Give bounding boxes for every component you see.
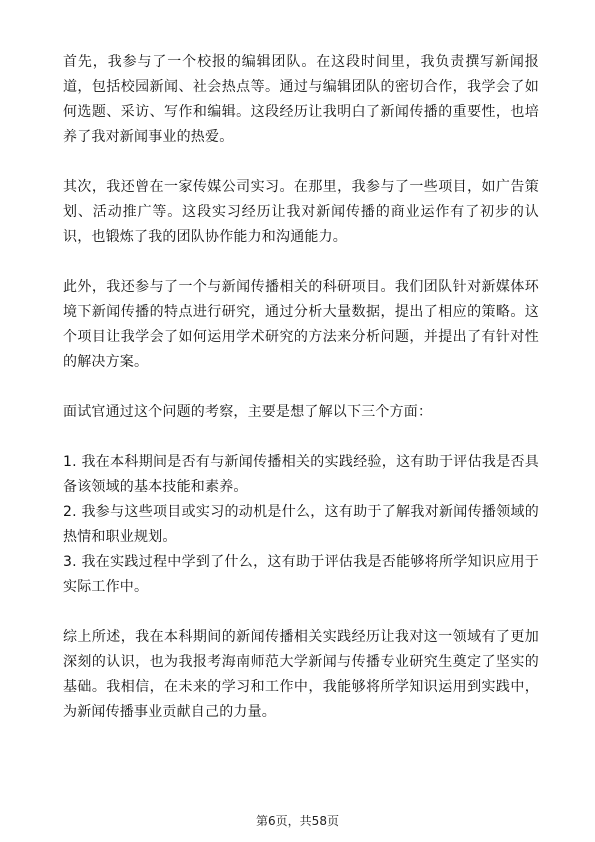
document-body: [63, 50, 539, 725]
list-item-point-2: 2. 我参与这些项目或实习的动机是什么，这有助于了解我对新闻传播领域的热情和职业规划。: [63, 504, 539, 545]
list-item-point-3: 3. 我在实践过程中学到了什么，这有助于评估我是否能够将所学知识应用于实际工作中。: [63, 554, 539, 595]
paragraph-conclusion: 综上所述，我在本科期间的新闻传播相关实践经历让我对这一领域有了更加深刻的认识，也为我报考海南师范大学新闻与传播专业研究生奠定了坚实的基础。我相信，在未来的学习和工作中，我能够将所学知识运用到实践中，为新闻传播事业贡献自己的力量。: [63, 629, 539, 720]
paragraph-interviewer-intent: 面试官通过这个问题的考察，主要是想了解以下三个方面：: [63, 404, 433, 420]
paragraph-research-project: 此外，我还参与了一个与新闻传播相关的科研项目。我们团队针对新媒体环境下新闻传播的特点进行研究，通过分析大量数据，提出了相应的策略。这个项目让我学会了如何运用学术研究的方法来分析问题，并提出了有针对性的解决方案。: [63, 279, 539, 370]
list-item-point-1: 1. 我在本科期间是否有与新闻传播相关的实践经验，这有助于评估我是否具备该领域的基本技能和素养。: [63, 454, 539, 495]
paragraph-editorial-team: 首先，我参与了一个校报的编辑团队。在这段时间里，我负责撰写新闻报道，包括校园新闻、社会热点等。通过与编辑团队的密切合作，我学会了如何选题、采访、写作和编辑。这段经历让我明白了新闻传播的重要性，也培养了我对新闻事业的热爱。: [63, 54, 539, 145]
paragraph-media-internship: 其次，我还曾在一家传媒公司实习。在那里，我参与了一些项目，如广告策划、活动推广等。这段实习经历让我对新闻传播的商业运作有了初步的认识，也锻炼了我的团队协作能力和沟通能力。: [63, 179, 539, 245]
page-number-footer: 第6页，共58页: [256, 814, 339, 828]
